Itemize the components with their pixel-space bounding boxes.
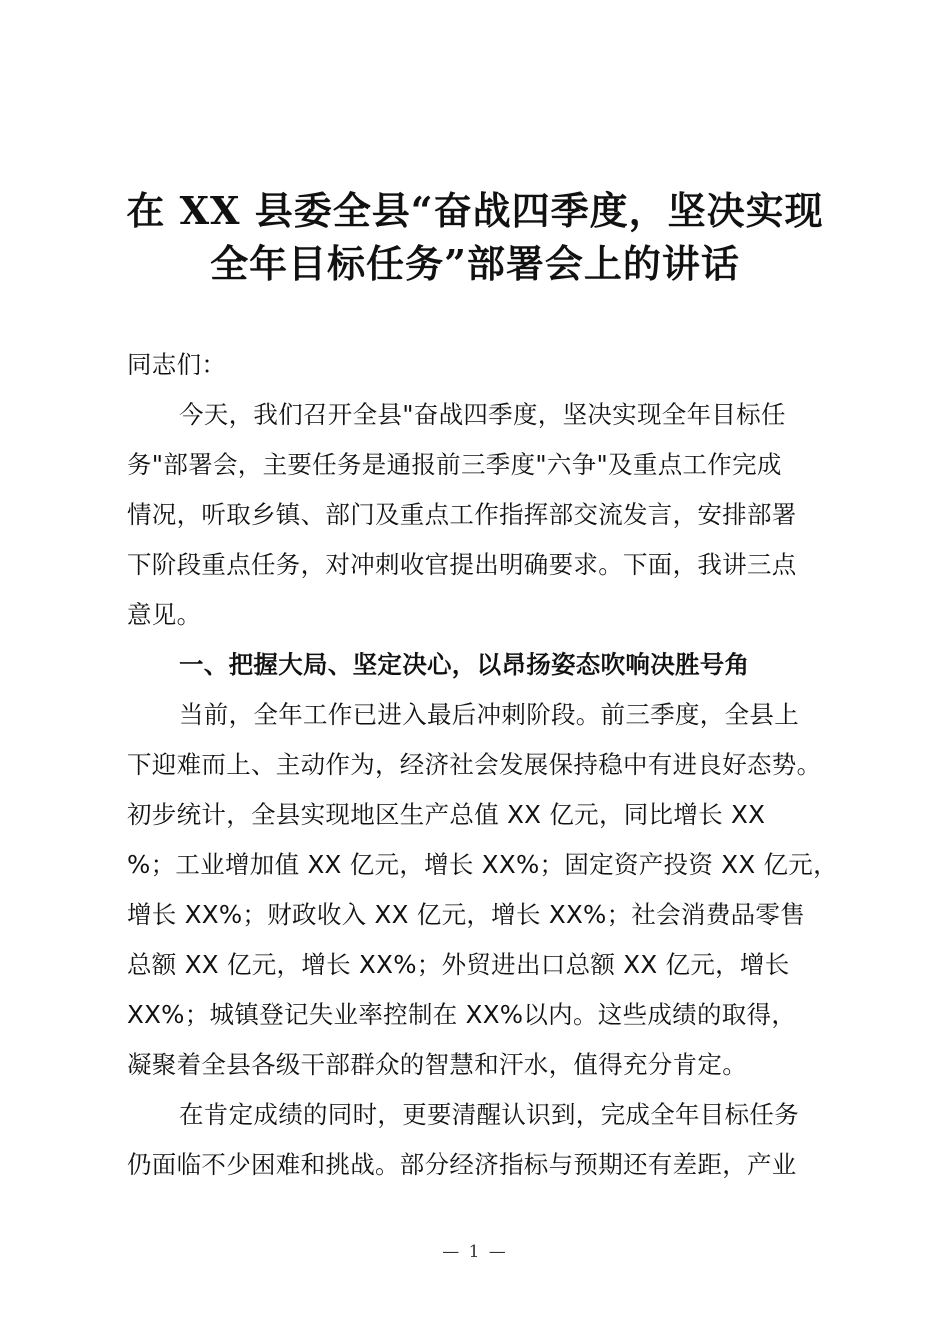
salutation: 同志们： — [127, 350, 227, 379]
paragraph-line: 务"部署会，主要任务是通报前三季度"六争"及重点工作完成 — [127, 450, 782, 479]
document-body — [127, 340, 838, 1190]
paragraph-line: 增长 XX%；财政收入 XX 亿元，增长 XX%；社会消费品零售 — [127, 900, 806, 929]
paragraph-line: 初步统计，全县实现地区生产总值 XX 亿元，同比增长 XX — [127, 800, 766, 829]
paragraph-line: 意见。 — [127, 600, 202, 629]
paragraph-line: 凝聚着全县各级干部群众的智慧和汗水，值得充分肯定。 — [127, 1050, 747, 1079]
section-heading: 一、把握大局、坚定决心，以昂扬姿态吹响决胜号角 — [179, 650, 750, 679]
paragraph-line: 情况，听取乡镇、部门及重点工作指挥部交流发言，安排部署 — [127, 500, 797, 529]
paragraph-line: 仍面临不少困难和挑战。部分经济指标与预期还有差距，产业 — [127, 1150, 797, 1179]
document-title-line-2: 全年目标任务”部署会上的讲话 — [210, 241, 740, 286]
document-title-line-1: 在 XX 县委全县“奋战四季度，坚决实现 — [126, 188, 824, 233]
page-number: — 1 — — [442, 1242, 508, 1262]
paragraph-line: 下迎难而上、主动作为，经济社会发展保持稳中有进良好态势。 — [127, 750, 822, 779]
paragraph-line: 今天，我们召开全县"奋战四季度，坚决实现全年目标任 — [179, 400, 786, 429]
paragraph-line: 总额 XX 亿元，增长 XX%；外贸进出口总额 XX 亿元，增长 — [127, 950, 790, 979]
paragraph-line: 下阶段重点任务，对冲刺收官提出明确要求。下面，我讲三点 — [127, 550, 797, 579]
paragraph-line: XX%；城镇登记失业率控制在 XX%以内。这些成绩的取得， — [127, 1000, 797, 1029]
paragraph-line: 当前，全年工作已进入最后冲刺阶段。前三季度，全县上 — [179, 700, 799, 729]
paragraph-line: 在肯定成绩的同时，更要清醒认识到，完成全年目标任务 — [179, 1100, 799, 1129]
paragraph-line: %；工业增加值 XX 亿元，增长 XX%；固定资产投资 XX 亿元， — [127, 850, 838, 879]
